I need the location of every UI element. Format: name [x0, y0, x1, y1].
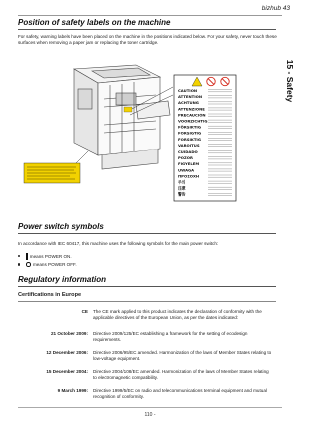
caution-label-card	[174, 75, 236, 201]
caution-word: ΠΡΟΣΟΧΗ	[178, 173, 200, 179]
bullet-dot	[18, 255, 20, 257]
caution-word: VAROITUS	[178, 142, 200, 148]
caution-word: PRECAUCIÓN	[178, 112, 206, 118]
caution-word: ATTENZIONE	[178, 106, 205, 112]
directive-label: 9 March 1999:	[57, 388, 88, 393]
laser-warning-label	[24, 163, 80, 183]
caution-word: FIGYELEM	[178, 161, 200, 167]
page-number: 110 -	[144, 412, 156, 418]
side-tab	[282, 26, 298, 136]
small-warning-sticker	[124, 107, 132, 112]
caution-word: FÖRSIKTIG	[178, 124, 201, 130]
printer-illustration	[18, 59, 276, 209]
side-tab-label: 15 - Safety	[285, 59, 295, 103]
caution-word: CUIDADO	[178, 149, 198, 154]
caution-word: FORSIGTIG	[178, 130, 202, 136]
regulatory-title: Regulatory information	[18, 275, 107, 284]
directive-label: 21 October 2009:	[50, 331, 88, 336]
power-on-text: means POWER ON.	[29, 253, 72, 259]
caution-word: UWAGA	[178, 167, 195, 173]
caution-word: FORSIKTIG	[178, 136, 201, 142]
bullet-dot	[18, 263, 20, 265]
section-rule	[18, 233, 276, 234]
power-on-item	[18, 253, 72, 260]
caution-word: ATTENTION	[178, 94, 203, 100]
directive-text: Directive 2006/95/EC amended. Harmonization of the laws of Member States relating to low-voltage equipment.	[93, 350, 272, 361]
power-switch-intro: In accordance with IEC 60417, this machine uses the following symbols for the main power switch:	[18, 241, 219, 246]
caution-word: 警告	[178, 191, 186, 197]
printer-drawing	[74, 65, 170, 169]
power-off-icon	[26, 262, 31, 267]
directive-label: 12 December 2006:	[46, 350, 88, 355]
power-off-text: means POWER OFF.	[32, 262, 77, 267]
directive-text: Directive 1999/5/EC on radio and telecommunications terminal equipment and mutual recognition of conformity.	[93, 388, 267, 399]
certifications-subtitle: Certifications in Europe	[18, 292, 82, 298]
subsection-rule	[18, 301, 276, 302]
power-off-item	[18, 262, 77, 267]
caution-word: VOORZICHTIG	[178, 118, 208, 124]
section-rule	[18, 29, 276, 30]
directive-text: Directive 2004/108/EC amended. Harmonization of the laws of Member States relating to electromagnetic compatibility.	[93, 369, 269, 380]
safety-labels-title: Position of safety labels on the machine	[18, 18, 171, 27]
directive-label: 15 December 2004:	[46, 369, 88, 374]
caution-word: ACHTUNG	[178, 100, 199, 106]
power-switch-title: Power switch symbols	[18, 222, 104, 231]
directive-text: The CE mark applied to this product indicates the declaration of conformity with the applicable directives of the European Union, as per the dates indicated:	[93, 309, 262, 320]
footer-rule	[18, 407, 282, 408]
directive-text: Directive 2009/125/EC establishing a framework for the setting of ecodesign requirements.	[93, 331, 248, 342]
safety-labels-body: For safety, warning labels have been placed on the machine in the positions indicated below. For your safety, never touch these surfaces when removing a paper jam or replacing the toner cartridge.	[18, 34, 277, 45]
power-on-icon	[26, 253, 27, 260]
header-rule	[18, 15, 282, 16]
header-brand: bizhub 43	[261, 5, 290, 12]
caution-word: CAUTION	[178, 88, 198, 93]
caution-word: 주의	[178, 179, 186, 185]
machine-figure	[18, 59, 276, 209]
caution-word: 注意	[178, 185, 186, 191]
section-rule	[18, 286, 276, 287]
caution-word: POZOR	[178, 155, 193, 161]
directive-label: CE	[81, 309, 88, 314]
